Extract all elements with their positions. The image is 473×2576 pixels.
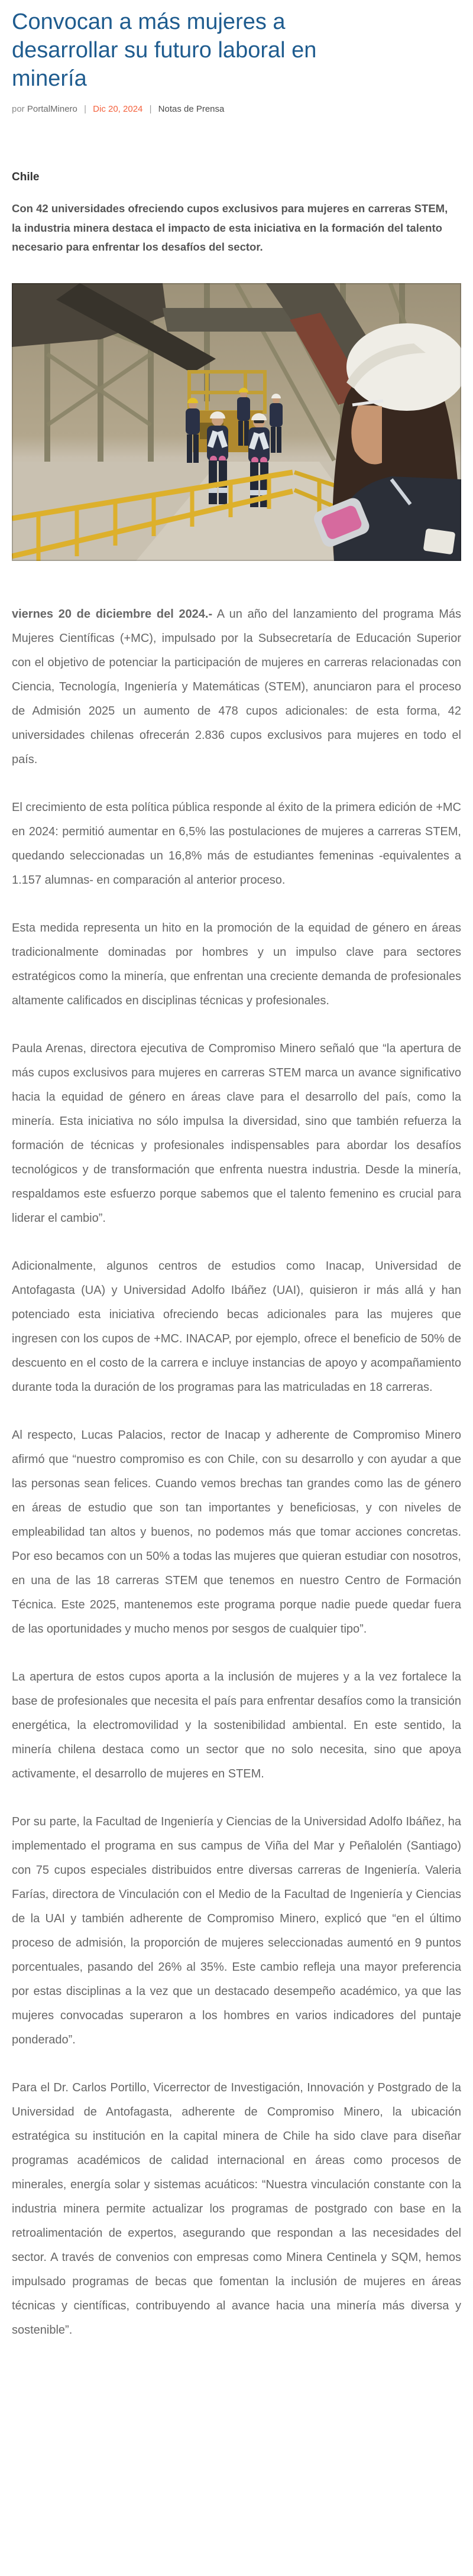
article-paragraph: Por su parte, la Facultad de Ingeniería y Ciencias de la Universidad Adolfo Ibáñez, ha implementado el programa en sus campus de Viña del Mar y Peñalolén (Santiago) con 75 cupos especiales distribuidos entre diversas carreras de Ingeniería. Valeria Farías, directora de Vinculación con el Medio de la Facultad de Ingeniería y Ciencias de la UAI y también adherente de Compromiso Minero, explicó que “en el último proceso de admisión, la proporción de mujeres seleccionadas aumentó en 9 puntos porcentuales, pasando del 26% al 35%. Este cambio refleja una mayor preferencia por estas disciplinas a la vez que un destacado desempeño académico, ya que las mujeres convocadas superaron a los hombres en varios indicadores del puntaje ponderado”. [12, 1815, 461, 2047]
dateline: viernes 20 de diciembre del 2024.- [12, 608, 213, 621]
author-link[interactable]: PortalMinero [27, 103, 77, 114]
mine-plant-photo-illustration [12, 283, 461, 561]
byline-prefix: por [12, 103, 25, 114]
article-paragraph: Para el Dr. Carlos Portillo, Vicerrector de Investigación, Innovación y Postgrado de la Universidad de Antofagasta, adherente de Compromiso Minero, la ubicación estratégica su institución en la capital minera de Chile ha sido clave para diseñar programas académicos de calidad internacional en áreas como procesos de minerales, energía solar y sistemas acuáticos: “Nuestra vinculación constante con la industria minera permite actualizar los programas de postgrado con base en la retroalimentación de expertos, asegurando que respondan a las necesidades del sector. A través de convenios con empresas como Minera Centinela y SQM, hemos impulsado programas de becas que fomentan la inclusión de mujeres en áreas técnicas y científicas, contribuyendo al avance hacia una minería más diversa y sostenible”. [12, 2081, 461, 2337]
page-title: Convocan a más mujeres a desarrollar su futuro laboral en minería [12, 9, 317, 91]
article-paragraph: Adicionalmente, algunos centros de estudios como Inacap, Universidad de Antofagasta (UA) y Universidad Adolfo Ibáñez (UAI), quisieron ir más allá y han potenciado esta iniciativa ofreciendo becas adicionales para las mujeres que ingresen con los cupos de +MC. INACAP, por ejemplo, ofrece el beneficio de 50% de descuento en el costo de la carrera e incluye instancias de apoyo y acompañamiento durante toda la duración de los programas para las matriculadas en 18 carreras. [12, 1260, 461, 1394]
byline-separator: | [84, 103, 86, 114]
article-paragraph: Paula Arenas, directora ejecutiva de Compromiso Minero señaló que “la apertura de más cupos exclusivos para mujeres en carreras STEM marca un avance significativo hacia la equidad de género en áreas clave para el desarrollo del país, como la minería. Esta iniciativa no sólo impulsa la diversidad, sino que también refuerza la formación de técnicas y profesionales indispensables para abordar los desafíos tecnológicos y de transformación que enfrenta nuestra industria. Desde la minería, respaldamos este esfuerzo porque sabemos que el talento femenino es crucial para liderar el cambio”. [12, 1042, 461, 1225]
lead-paragraph: Con 42 universidades ofreciendo cupos exclusivos para mujeres en carreras STEM, la industria minera destaca el impacto de esta iniciativa en la formación del talento necesario para enfrentar los desafíos del sector. [12, 202, 448, 254]
article-paragraph: Esta medida representa un hito en la promoción de la equidad de género en áreas tradicionalmente dominadas por hombres y un impulso clave para sectores estratégicos como la minería, que enfrentan una creciente demanda de profesionales altamente calificados en disciplinas técnicas y profesionales. [12, 922, 461, 1008]
byline [12, 104, 461, 114]
article-paragraph: La apertura de estos cupos aporta a la inclusión de mujeres y a la vez fortalece la base de profesionales que necesita el país para enfrentar desafíos como la transición energética, la electromovilidad y la sostenibilidad ambiental. En este sentido, la minería chilena destaca como un sector que no solo necesita, sino que apoya activamente, el desarrollo de mujeres en STEM. [12, 1670, 461, 1781]
post-date: Dic 20, 2024 [93, 103, 143, 114]
article-paragraph: Al respecto, Lucas Palacios, rector de Inacap y adherente de Compromiso Minero afirmó que “nuestro compromiso es con Chile, con su desarrollo y con ayudar a que las personas sean felices. Cuando vemos brechas tan grandes como las de género en áreas de estudio que son tan importantes y beneficiosas, y con niveles de empleabilidad tan altos y buenos, no podemos más que tomar acciones concretas. Por eso becamos con un 50% a todas las mujeres que quieran estudiar con nosotros, en una de las 18 carreras STEM que tenemos en nuestro Centro de Formación Técnica. Este 2025, mantenemos este programa porque nadie puede quedar fuera de las oportunidades y mucho menos por sesgos de cualquier tipo”. [12, 1429, 461, 1636]
location-heading: Chile [12, 170, 40, 183]
article-photo [12, 283, 461, 561]
article-paragraph: El crecimiento de esta política pública responde al éxito de la primera edición de +MC en 2024: permitió aumentar en 6,5% las postulaciones de mujeres a carreras STEM, quedando seleccionadas un 16,8% más de estudiantes femeninas -equivalentes a 1.157 alumnas- en comparación al anterior proceso. [12, 801, 461, 887]
category-link[interactable]: Notas de Prensa [158, 103, 225, 114]
article-paragraph: viernes 20 de diciembre del 2024.- A un año del lanzamiento del programa Más Mujeres Científicas (+MC), impulsado por la Subsecretaría de Educación Superior con el objetivo de potenciar la participación de mujeres en carreras relacionadas con Ciencia, Tecnología, Ingeniería y Matemáticas (STEM), anunciaron para el proceso de Admisión 2025 un aumento de 478 cupos adicionales: de esta forma, 42 universidades chilenas ofrecerán 2.836 cupos exclusivos para mujeres en todo el país. [12, 608, 461, 767]
byline-separator: | [149, 103, 152, 114]
